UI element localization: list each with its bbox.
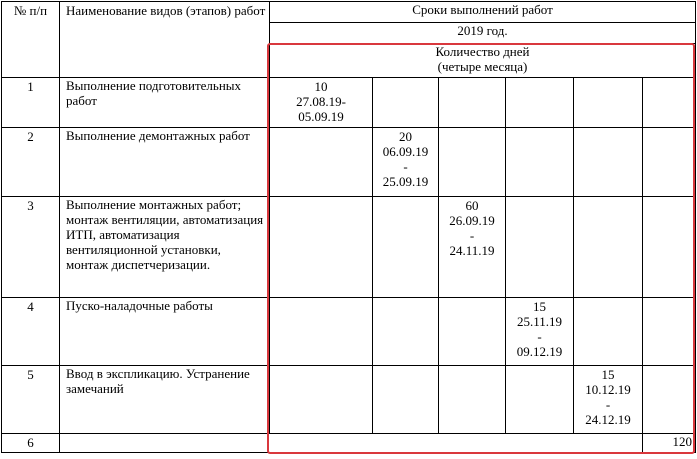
entry-end: 24.12.19 xyxy=(585,412,631,427)
year-header: 2019 год. xyxy=(270,23,696,44)
empty-cell xyxy=(373,197,439,298)
empty-cell xyxy=(643,128,696,197)
entry-days: 20 xyxy=(399,129,412,144)
work-name: Пуско-наладочные работы xyxy=(60,298,270,366)
table-row xyxy=(2,298,696,366)
entry-start: 27.08.19- xyxy=(296,94,346,109)
work-name: Выполнение монтажных работ; монтаж вентиляции, автоматизация ИТП, автоматизация вентиляционной установки, монтаж диспетчеризации. xyxy=(60,197,270,298)
empty-cell xyxy=(506,78,574,128)
empty-cell xyxy=(643,78,696,128)
empty-cell xyxy=(439,366,506,434)
header-row-1 xyxy=(2,2,696,23)
row-number: 3 xyxy=(2,197,60,298)
empty-cell xyxy=(643,197,696,298)
work-name: Выполнение подготовительных работ xyxy=(60,78,270,128)
schedule-entry xyxy=(574,366,643,434)
schedule-entry xyxy=(270,78,373,128)
schedule-entry xyxy=(373,128,439,197)
entry-days: 15 xyxy=(601,367,615,382)
table-row xyxy=(2,197,696,298)
table-row xyxy=(2,366,696,434)
empty-cell xyxy=(439,128,506,197)
empty-cell xyxy=(643,298,696,366)
empty-cell xyxy=(439,78,506,128)
entry-start: 26.09.19 xyxy=(449,213,495,228)
empty-cell xyxy=(270,197,373,298)
schedule-entry xyxy=(506,298,574,366)
empty-cell xyxy=(574,128,643,197)
empty-cell xyxy=(506,366,574,434)
entry-end: 24.11.19 xyxy=(449,243,495,258)
empty-cell xyxy=(643,366,696,434)
entry-dash: - xyxy=(605,397,611,412)
row-number: 1 xyxy=(2,78,60,128)
empty-cell xyxy=(270,366,373,434)
entry-days: 10 xyxy=(314,79,328,94)
total-value: 120 xyxy=(643,434,696,453)
row-number: 2 xyxy=(2,128,60,197)
empty-cell xyxy=(373,78,439,128)
row-number: 4 xyxy=(2,298,60,366)
days-header-line-1: Количество дней xyxy=(435,44,530,59)
entry-dash: - xyxy=(537,329,542,344)
empty-cell xyxy=(574,298,643,366)
entry-end: 09.12.19 xyxy=(516,344,563,359)
empty-cell xyxy=(270,128,373,197)
schedule-entry xyxy=(439,197,506,298)
entry-start: 10.12.19 xyxy=(585,382,631,397)
empty-cell xyxy=(506,128,574,197)
empty-cell xyxy=(574,78,643,128)
empty-cell xyxy=(506,197,574,298)
total-row-number: 6 xyxy=(2,434,60,453)
entry-days: 15 xyxy=(533,299,546,314)
entry-dash: - xyxy=(403,159,408,174)
work-name: Выполнение демонтажных работ xyxy=(60,128,270,197)
empty-cell xyxy=(270,298,373,366)
work-name: Ввод в экспликацию. Устранение замечаний xyxy=(60,366,270,434)
days-header-line-2: (четыре месяца) xyxy=(437,59,528,74)
schedule-table xyxy=(1,1,696,453)
entry-days: 60 xyxy=(465,198,479,213)
empty-cell xyxy=(373,298,439,366)
table-row xyxy=(2,78,696,128)
total-row xyxy=(2,434,696,453)
row-number: 5 xyxy=(2,366,60,434)
name-header: Наименование видов (этапов) работ xyxy=(60,2,270,78)
terms-header: Сроки выполнений работ xyxy=(270,2,696,23)
empty-cell xyxy=(373,366,439,434)
empty-cell xyxy=(60,434,643,453)
entry-dash: - xyxy=(469,228,475,243)
entry-end: 05.09.19 xyxy=(298,109,344,124)
num-header: № п/п xyxy=(2,2,60,78)
days-header xyxy=(270,44,696,78)
entry-start: 25.11.19 xyxy=(516,314,563,329)
table-row xyxy=(2,128,696,197)
entry-end: 25.09.19 xyxy=(382,174,429,189)
entry-start: 06.09.19 xyxy=(382,144,429,159)
empty-cell xyxy=(574,197,643,298)
empty-cell xyxy=(439,298,506,366)
